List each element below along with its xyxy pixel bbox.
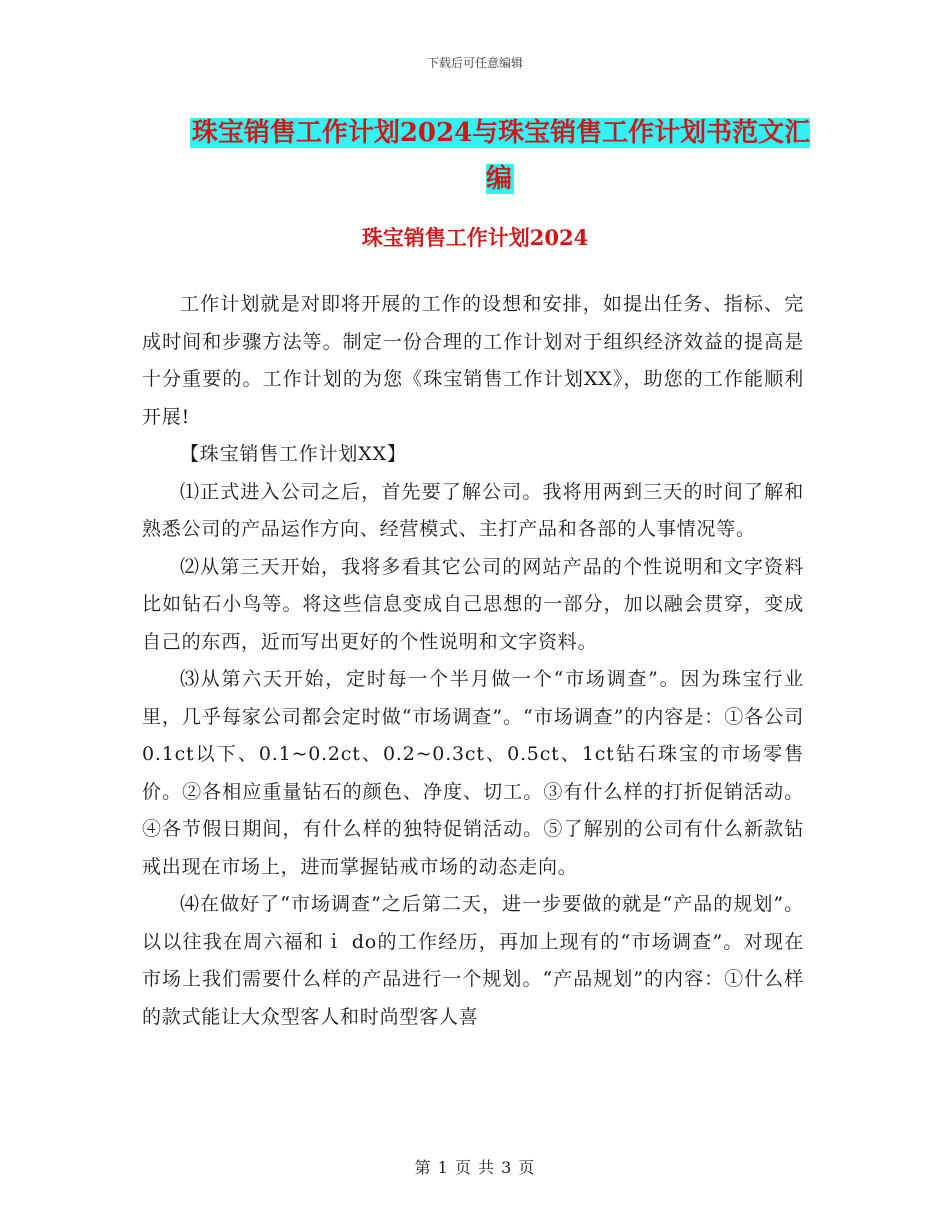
page-footer: 第 1 页 共 3 页 bbox=[414, 1158, 536, 1177]
paragraph-step-1: ⑴正式进入公司之后，首先要了解公司。我将用两到三天的时间了解和熟悉公司的产品运作方向、经营模式、主打产品和各部的人事情况等。 bbox=[142, 480, 804, 540]
document-title bbox=[180, 110, 820, 202]
paragraph-step-4: ⑷在做好了“市场调查”之后第二天，进一步要做的就是“产品的规划”。以以往我在周六福和ｉ do的工作经历，再加上现有的“市场调查”。对现在市场上我们需要什么样的产品进行一个规划。“产品规划”的内容：①什么样的款式能让大众型客人和时尚型客人喜 bbox=[142, 893, 804, 1028]
section-title: 珠宝销售工作计划2024 bbox=[361, 225, 589, 250]
paragraph-step-3: ⑶从第六天开始，定时每一个半月做一个“市场调查”。因为珠宝行业里，几乎每家公司都会定时做“市场调查”。“市场调查”的内容是：①各公司 0.1ct以下、0.1~0.2ct、0.2~0.3ct、0.5ct、1ct钻石珠宝的市场零售价。②各相应重量钻石的颜色、净度、切工。③有什么样的打折促销活动。④各节假日期间，有什么样的独特促销活动。⑤了解别的公司有什么新款钻戒出现在市场上，进而掌握钻戒市场的动态走向。 bbox=[142, 668, 804, 878]
paragraph-step-2: ⑵从第三天开始，我将多看其它公司的网站产品的个性说明和文字资料比如钻石小鸟等。将这些信息变成自己思想的一部分，加以融会贯穿，变成自己的东西，近而写出更好的个性说明和文字资料。 bbox=[142, 555, 804, 653]
paragraph-intro: 工作计划就是对即将开展的工作的设想和安排，如提出任务、指标、完成时间和步骤方法等。制定一份合理的工作计划对于组织经济效益的提高是十分重要的。工作计划的为您《珠宝销售工作计划XX》，助您的工作能顺利开展! bbox=[142, 293, 804, 428]
header-note: 下载后可任意编辑 bbox=[426, 56, 523, 70]
document-title-text: 珠宝销售工作计划2024与珠宝销售工作计划书范文汇编 bbox=[191, 118, 811, 194]
document-body bbox=[142, 286, 804, 1036]
paragraph-heading: 【珠宝销售工作计划XX】 bbox=[180, 443, 407, 465]
